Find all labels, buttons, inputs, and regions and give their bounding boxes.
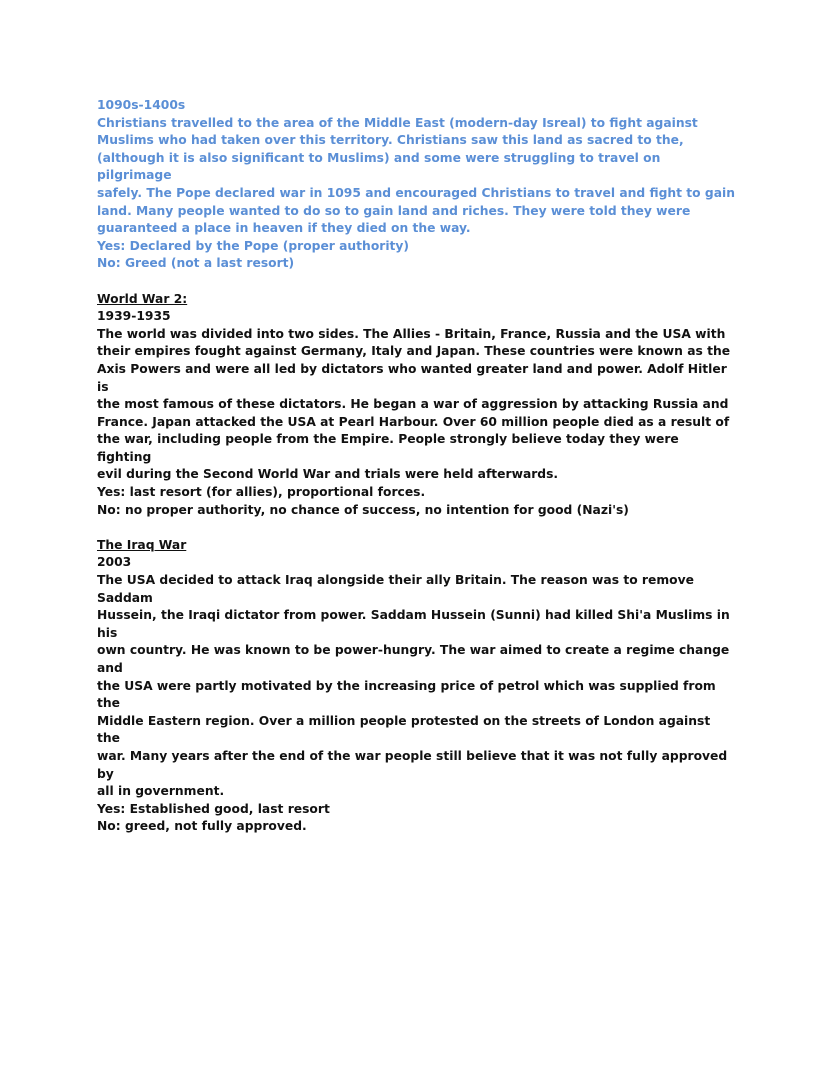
ww2-no: No: no proper authority, no chance of success, no intention for good (Nazi's) xyxy=(97,502,629,517)
iraq-body-line-2: Hussein, the Iraqi dictator from power. Saddam Hussein (Sunni) had killed Shi'a Muslims in his xyxy=(97,608,734,640)
crusades-body-line-2: Muslims who had taken over this territory. Christians saw this land as sacred to the, xyxy=(97,133,684,148)
crusades-body-line-4: safely. The Pope declared war in 1095 and encouraged Christians to travel and fight to gain xyxy=(97,185,735,200)
document-page xyxy=(97,97,737,836)
ww2-body-line-5: France. Japan attacked the USA at Pearl Harbour. Over 60 million people died as a result of xyxy=(97,414,730,429)
ww2-section xyxy=(97,291,737,520)
ww2-body-line-7: evil during the Second World War and trials were held afterwards. xyxy=(97,467,559,482)
ww2-yes: Yes: last resort (for allies), proportional forces. xyxy=(97,485,426,500)
iraq-body-line-7: all in government. xyxy=(97,784,225,799)
ww2-body-line-4: the most famous of these dictators. He began a war of aggression by attacking Russia and xyxy=(97,397,729,412)
iraq-body-line-3: own country. He was known to be power-hungry. The war aimed to create a regime change and xyxy=(97,643,734,675)
ww2-body-line-1: The world was divided into two sides. The Allies - Britain, France, Russia and the USA with xyxy=(97,326,726,341)
iraq-heading: The Iraq War xyxy=(97,537,187,552)
crusades-date: 1090s-1400s xyxy=(97,98,186,112)
ww2-body-line-3: Axis Powers and were all led by dictators who wanted greater land and power. Adolf Hitler is xyxy=(97,361,732,394)
crusades-section xyxy=(97,97,737,273)
crusades-body-line-6: guaranteed a place in heaven if they died on the way. xyxy=(97,221,471,236)
iraq-no: No: greed, not fully approved. xyxy=(97,819,307,834)
iraq-date: 2003 xyxy=(97,555,132,570)
iraq-body-line-5: Middle Eastern region. Over a million people protested on the streets of London against the xyxy=(97,713,715,746)
crusades-yes: Yes: Declared by the Pope (proper authority) xyxy=(97,238,410,253)
iraq-section xyxy=(97,537,737,836)
crusades-no: No: Greed (not a last resort) xyxy=(97,256,295,271)
iraq-body-line-6: war. Many years after the end of the war people still believe that it was not fully approved by xyxy=(97,748,732,781)
iraq-yes: Yes: Established good, last resort xyxy=(97,801,330,816)
ww2-heading: World War 2: xyxy=(97,291,188,306)
crusades-body-line-5: land. Many people wanted to do so to gain land and riches. They were told they were xyxy=(97,203,691,218)
crusades-body-line-1: Christians travelled to the area of the Middle East (modern-day Isreal) to fight against xyxy=(97,115,698,130)
crusades-body-line-3: (although it is also significant to Muslims) and some were struggling to travel on pilgrimage xyxy=(97,150,665,183)
ww2-body-line-2: their empires fought against Germany, Italy and Japan. These countries were known as the xyxy=(97,344,731,359)
iraq-body-line-1: The USA decided to attack Iraq alongside their ally Britain. The reason was to remove Saddam xyxy=(97,573,699,605)
ww2-body-line-6: the war, including people from the Empire. People strongly believe today they were fighting xyxy=(97,432,683,464)
iraq-body-line-4: the USA were partly motivated by the increasing price of petrol which was supplied from the xyxy=(97,678,720,711)
ww2-date: 1939-1935 xyxy=(97,309,171,324)
